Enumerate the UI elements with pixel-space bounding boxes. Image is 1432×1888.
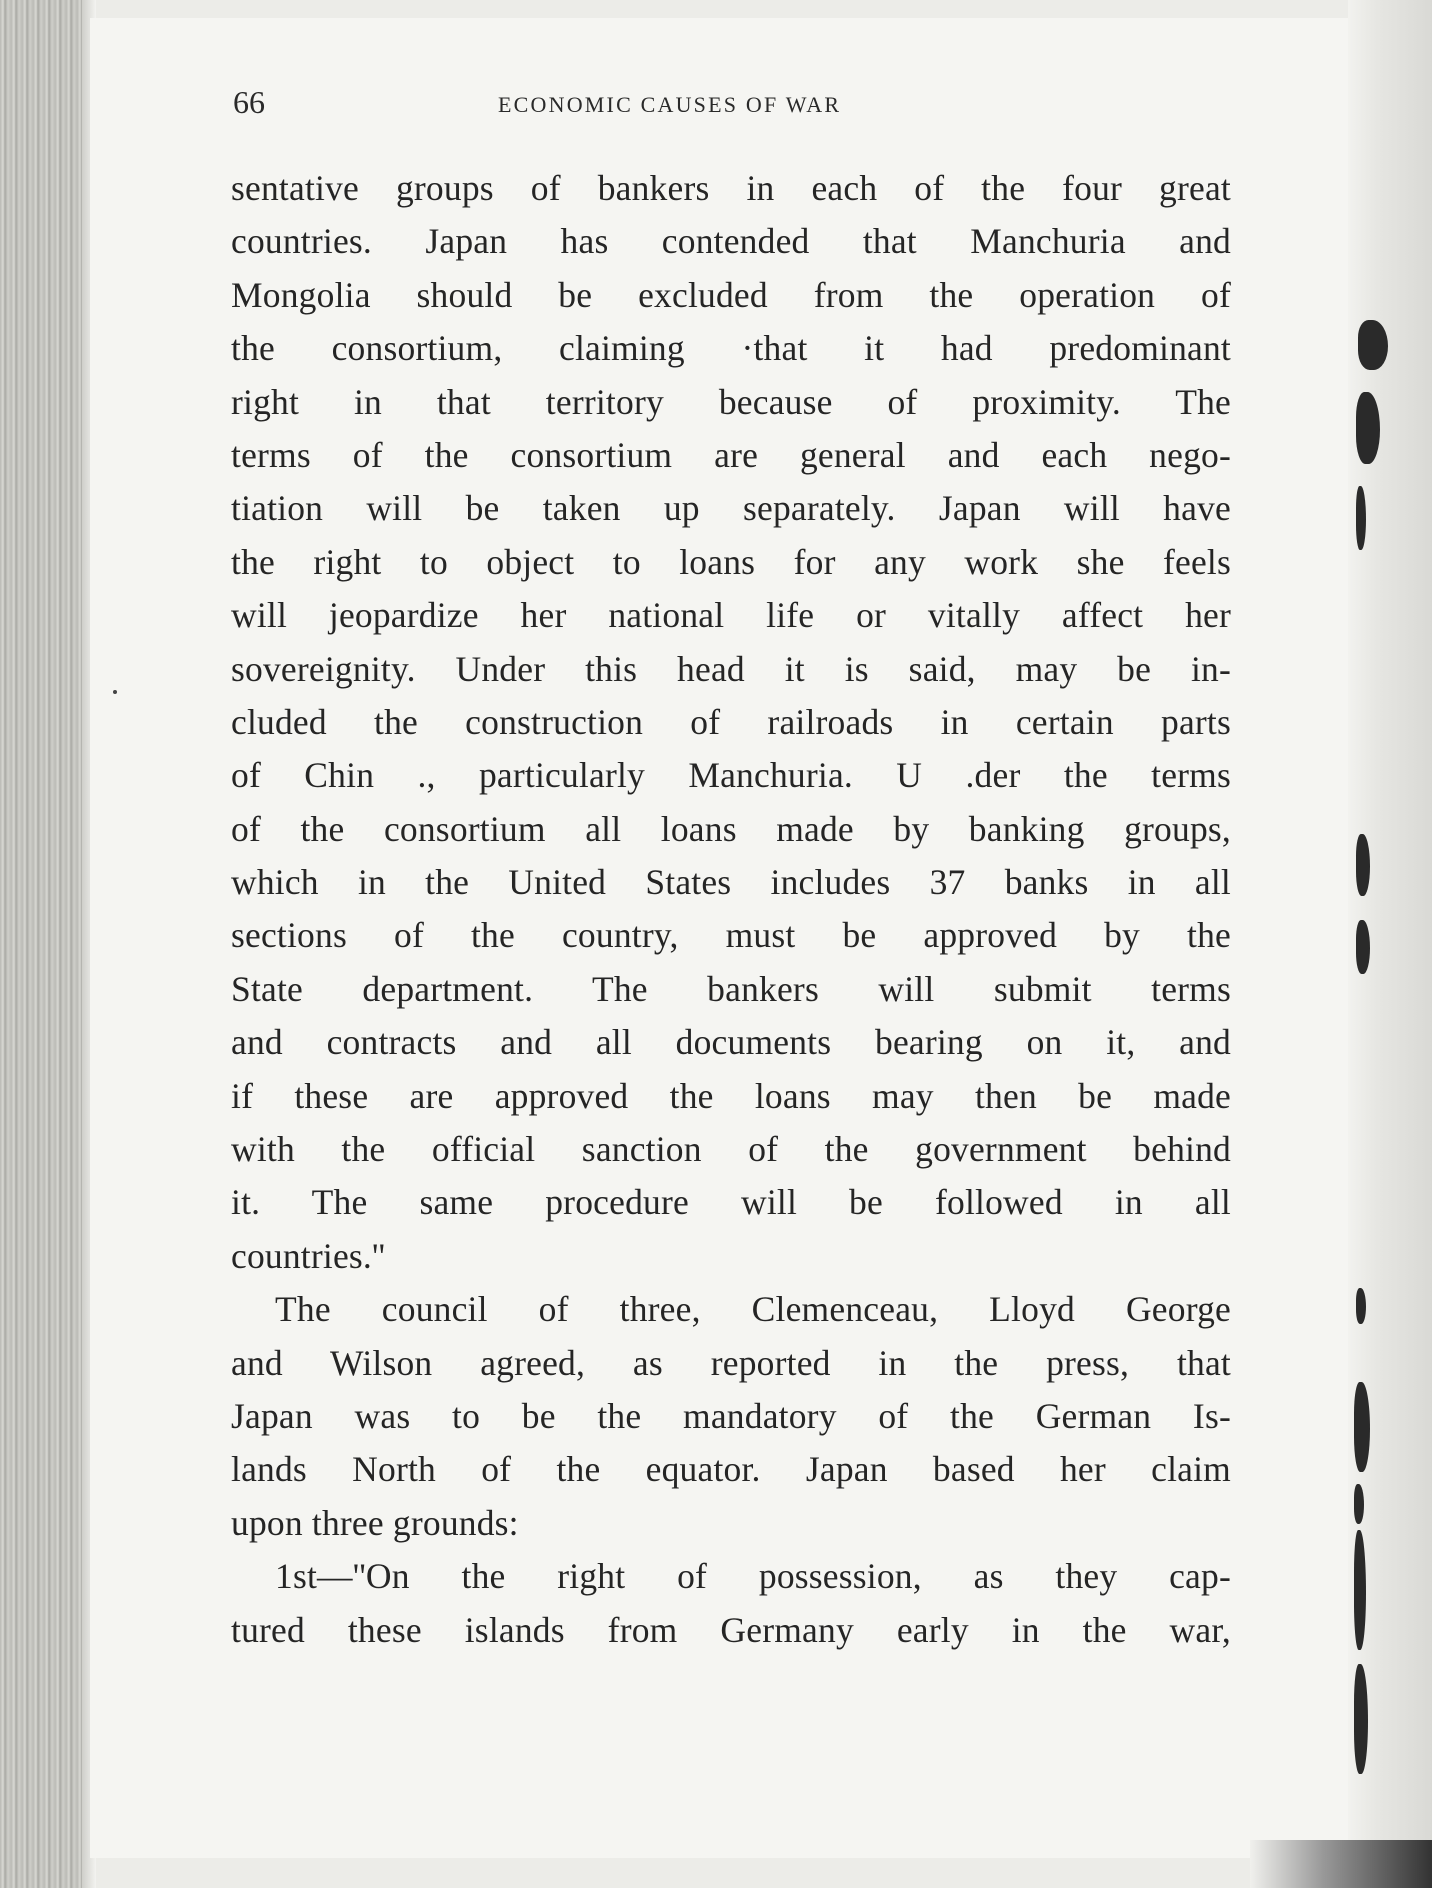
binding-gutter [1348, 0, 1432, 1888]
binding-stitch-mark [1356, 834, 1370, 896]
text-line: the right to object to loans for any work she feels [231, 541, 1231, 582]
text-line: sections of the country, must be approved by the [231, 915, 1231, 956]
text-line: tured these islands from Germany early in the war, [231, 1609, 1231, 1650]
text-line: sovereignity. Under this head it is said, may be in- [231, 648, 1231, 689]
text-line: Japan was to be the mandatory of the German Is- [231, 1395, 1231, 1436]
binding-stitch-mark [1354, 1382, 1370, 1472]
text-line: and Wilson agreed, as reported in the press, that [231, 1342, 1231, 1383]
text-line: upon three grounds: [231, 1502, 519, 1543]
text-line: will jeopardize her national life or vitally affect her [231, 595, 1231, 636]
text-line: countries.'' [231, 1235, 386, 1276]
text-line: State department. The bankers will submit terms [231, 968, 1231, 1009]
binding-stitch-mark [1356, 486, 1366, 550]
page-number: 66 [233, 84, 265, 120]
text-line: tiation will be taken up separately. Japan will have [231, 488, 1231, 529]
page-corner-shadow [1250, 1840, 1432, 1888]
binding-stitch-mark [1354, 1484, 1364, 1524]
text-line: lands North of the equator. Japan based her claim [231, 1449, 1231, 1490]
text-line: of the consortium all loans made by banking groups, [231, 808, 1231, 849]
running-title: ECONOMIC CAUSES OF WAR [498, 92, 842, 117]
page-header [0, 84, 1432, 124]
text-line: and contracts and all documents bearing on it, and [231, 1022, 1231, 1063]
binding-stitch-mark [1358, 320, 1388, 370]
ink-speck [113, 690, 117, 694]
text-line: of Chin ., particularly Manchuria. U .der the terms [231, 755, 1231, 796]
binding-stitch-mark [1354, 1664, 1368, 1774]
binding-stitch-mark [1356, 1288, 1366, 1324]
binding-stitch-mark [1354, 1530, 1366, 1650]
binding-stitch-mark [1356, 920, 1370, 974]
text-line: The council of three, Clemenceau, Lloyd George [275, 1289, 1231, 1330]
book-page-edges [0, 0, 96, 1888]
text-line: cluded the construction of railroads in certain parts [231, 701, 1231, 742]
text-line: countries. Japan has contended that Manchuria and [231, 221, 1231, 262]
text-line: right in that territory because of proximity. The [231, 381, 1231, 422]
text-line: with the official sanction of the government behind [231, 1129, 1231, 1170]
text-line: sentative groups of bankers in each of the four great [231, 168, 1231, 208]
text-line: the consortium, claiming ·that it had predominant [231, 328, 1231, 369]
body-text [231, 162, 1231, 1657]
text-line: 1st—''On the right of possession, as they cap- [275, 1556, 1231, 1597]
text-line: Mongolia should be excluded from the operation of [231, 274, 1231, 315]
text-line: which in the United States includes 37 banks in all [231, 862, 1231, 903]
text-line: terms of the consortium are general and each nego- [231, 434, 1231, 475]
binding-stitch-mark [1356, 392, 1380, 464]
text-line: it. The same procedure will be followed in all [231, 1182, 1231, 1223]
text-line: if these are approved the loans may then be made [231, 1075, 1231, 1116]
